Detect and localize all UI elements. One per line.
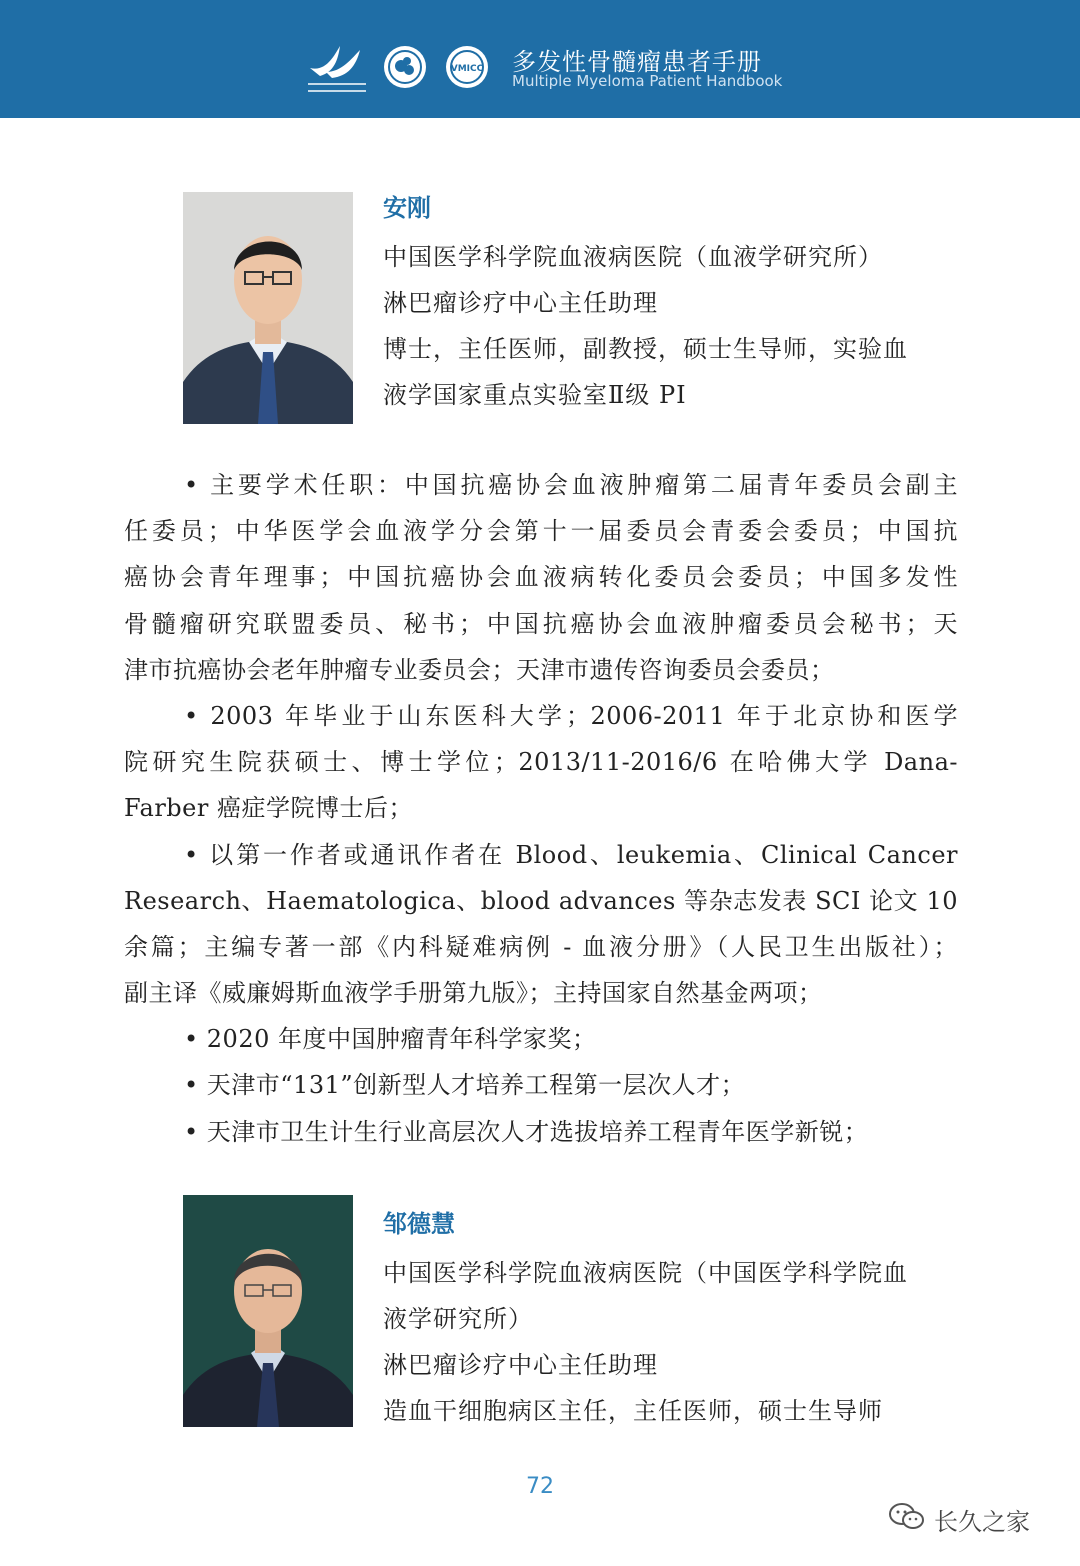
body-line: 院研究生院获硕士、博士学位；2013/11-2016/6 在哈佛大学 Dana- (124, 748, 958, 777)
profile-line: 中国医学科学院血液病医院（中国医学科学院血 (383, 1259, 908, 1287)
body-line: 骨髓瘤研究联盟委员、秘书；中国抗癌协会血液肿瘤委员会秘书；天 (124, 609, 958, 638)
vmicc-logo-text: VMICC (450, 64, 484, 74)
profile-line: 中国医学科学院血液病医院（血液学研究所） (383, 243, 883, 271)
body-line: • 2003 年毕业于山东医科大学；2006-2011 年于北京协和医学 (184, 701, 958, 730)
profile-zou-dehui (383, 1206, 963, 1434)
profile-name: 安刚 (383, 194, 431, 222)
body-line: • 主要学术任职：中国抗癌协会血液肿瘤第二届青年委员会副主 (184, 471, 958, 499)
biography-body (124, 462, 958, 1155)
profile-an-gang (383, 190, 963, 418)
body-line: • 天津市“131”创新型人才培养工程第一层次人才； (184, 1071, 746, 1100)
profile-line: 液学国家重点实验室Ⅱ级 PI (383, 381, 687, 409)
profile-line: 液学研究所） (383, 1305, 533, 1333)
body-line: Farber 癌症学院博士后； (124, 794, 413, 823)
profile-name: 邹德慧 (383, 1210, 455, 1238)
page-number: 72 (526, 1474, 554, 1499)
portrait-photo-an-gang (183, 192, 353, 424)
body-line: • 2020 年度中国肿瘤青年科学家奖； (184, 1025, 597, 1054)
body-line: 津市抗癌协会老年肿瘤专业委员会；天津市遗传咨询委员会委员； (124, 655, 835, 684)
wing-logo-icon (304, 42, 372, 96)
body-line: 余篇；主编专著一部《内科疑难病例 - 血液分册》（人民卫生出版社）； (124, 932, 958, 961)
handbook-subtitle: Multiple Myeloma Patient Handbook (512, 72, 783, 90)
handbook-title: 多发性骨髓瘤患者手册 (512, 48, 762, 76)
portrait-photo-zou-dehui (183, 1195, 353, 1427)
profile-line: 淋巴瘤诊疗中心主任助理 (383, 289, 658, 317)
body-line: Research、Haematologica、blood advances 等杂志发表 SCI 论文 10 (124, 886, 958, 915)
body-line: • 天津市卫生计生行业高层次人才选拔培养工程青年医学新锐； (184, 1117, 869, 1146)
body-line: 副主译《威廉姆斯血液学手册第九版》；主持国家自然基金两项； (124, 979, 823, 1008)
body-line: • 以第一作者或通讯作者在 Blood、leukemia、Clinical Cancer (184, 840, 958, 869)
wechat-icon (888, 1502, 926, 1532)
header-bar (0, 0, 1080, 118)
profile-line: 博士，主任医师，副教授，硕士生导师，实验血 (383, 335, 908, 363)
profile-line: 造血干细胞病区主任，主任医师，硕士生导师 (383, 1397, 883, 1425)
circle-logo-icon (382, 44, 428, 90)
body-line: 癌协会青年理事；中国抗癌协会血液病转化委员会委员；中国多发性 (124, 563, 958, 592)
profile-line: 淋巴瘤诊疗中心主任助理 (383, 1351, 658, 1379)
vmicc-logo-icon (444, 44, 490, 90)
watermark-text: 长久之家 (934, 1508, 1030, 1536)
body-line: 任委员；中华医学会血液学分会第十一届委员会青委会委员；中国抗 (124, 517, 958, 546)
